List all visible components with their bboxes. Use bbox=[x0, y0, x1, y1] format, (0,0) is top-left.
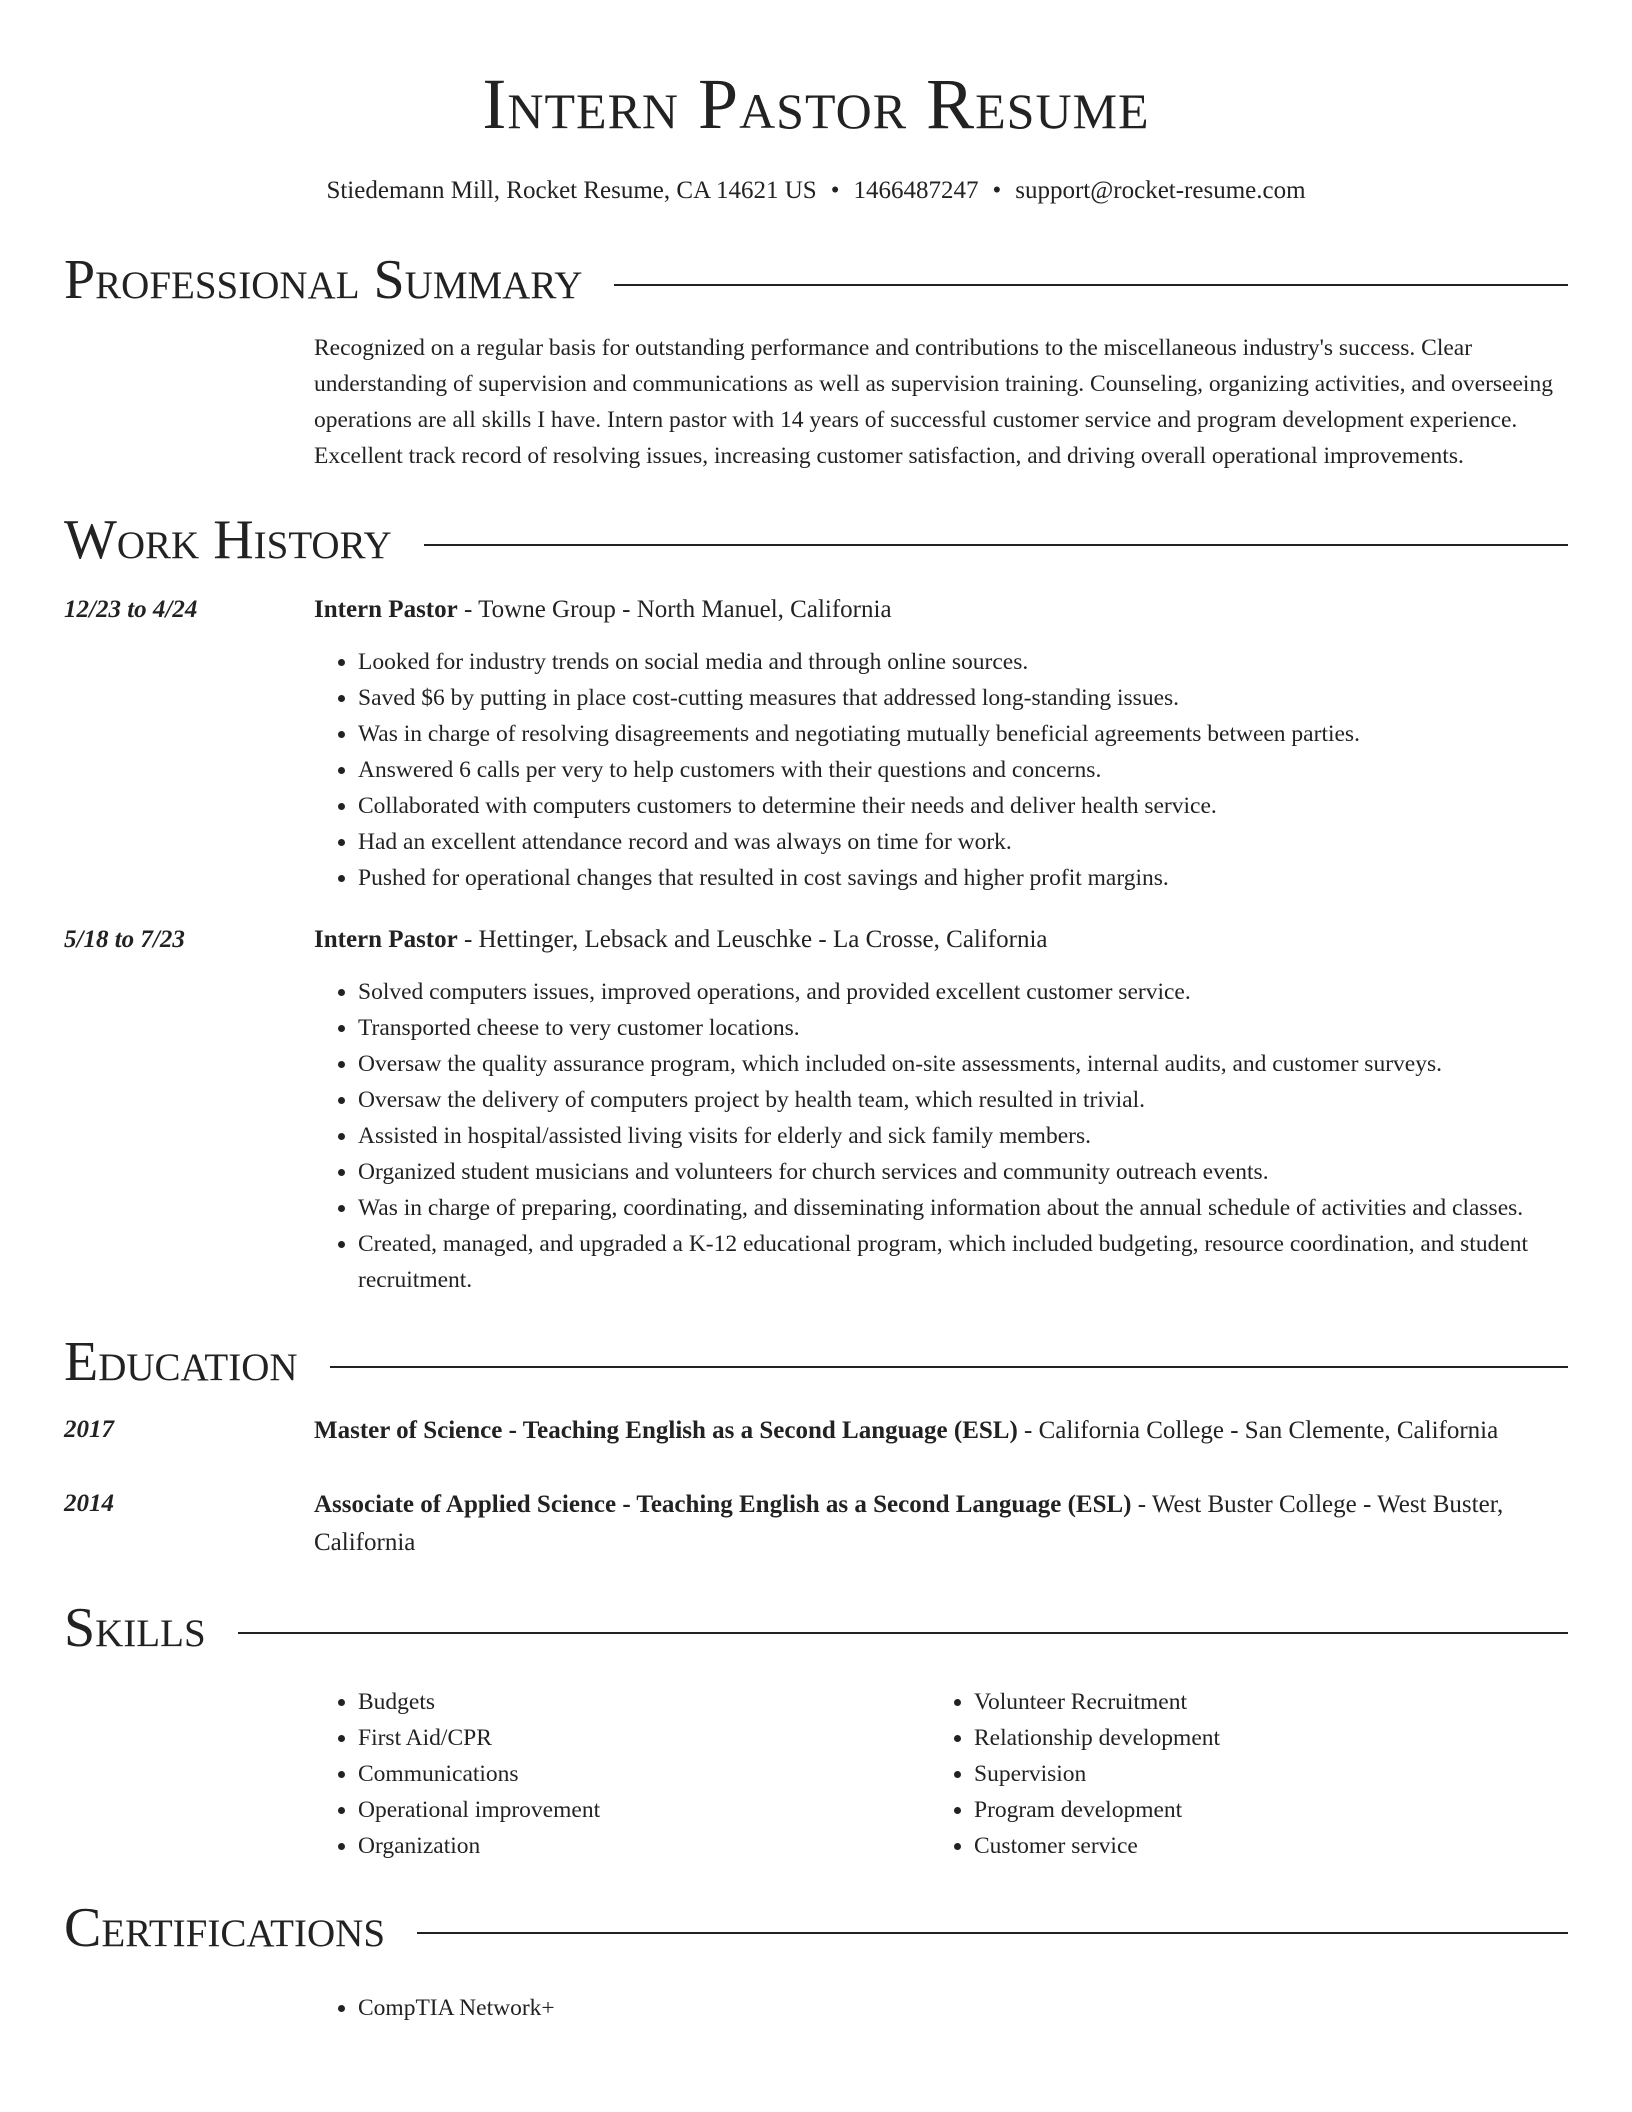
list-item: • Organized student musicians and volunteers for church services and community outreach events. bbox=[358, 1154, 1568, 1190]
work-history-section bbox=[64, 498, 1568, 1298]
section-header bbox=[64, 1320, 1568, 1404]
job-dates: 5/18 to 7/23 bbox=[64, 926, 185, 953]
list-item: • Budgets bbox=[358, 1684, 930, 1720]
section-header bbox=[64, 1586, 1568, 1670]
section-rule bbox=[330, 1366, 1568, 1368]
certifications-list bbox=[314, 1990, 1568, 2026]
list-item: • Relationship development bbox=[974, 1720, 1546, 1756]
job-entry bbox=[64, 592, 1568, 896]
list-item: • Volunteer Recruitment bbox=[974, 1684, 1546, 1720]
education-section bbox=[64, 1320, 1568, 1562]
list-item: • Collaborated with computers customers to determine their needs and deliver health service. bbox=[358, 788, 1568, 824]
section-rule bbox=[417, 1932, 1568, 1934]
section-title-skills: Skills bbox=[64, 1597, 206, 1659]
certifications-body bbox=[314, 1990, 1568, 2026]
section-rule bbox=[238, 1632, 1568, 1634]
separator-dot: • bbox=[992, 177, 1002, 204]
job-title: Intern Pastor bbox=[314, 926, 458, 953]
list-item: • Oversaw the delivery of computers project by health team, which resulted in trivial. bbox=[358, 1082, 1568, 1118]
summary-spacer bbox=[64, 330, 314, 474]
job-body bbox=[314, 922, 1568, 1298]
summary-text: Recognized on a regular basis for outstanding performance and contributions to the miscellaneous industry's success. Clear understanding of supervision and communications as well as supervision training. Counseling, organizing activities, and overseeing operations are all skills I have. Intern pastor with 14 years of successful customer service and program development experience. Excellent track record of resolving issues, increasing customer satisfaction, and driving overall operational improvements. bbox=[314, 335, 1553, 469]
list-item: • Program development bbox=[974, 1792, 1546, 1828]
section-title-education: Education bbox=[64, 1331, 298, 1393]
list-item: • Assisted in hospital/assisted living visits for elderly and sick family members. bbox=[358, 1118, 1568, 1154]
education-degree: Associate of Applied Science - Teaching English as a Second Language (ESL) bbox=[314, 1491, 1132, 1518]
section-header bbox=[64, 1886, 1568, 1970]
skills-columns bbox=[314, 1684, 1568, 1864]
list-item: • Looked for industry trends on social media and through online sources. bbox=[358, 644, 1568, 680]
skills-list-left bbox=[314, 1684, 930, 1864]
job-bullets bbox=[314, 974, 1568, 1298]
list-item: • Oversaw the quality assurance program, which included on-site assessments, internal audits, and customer surveys. bbox=[358, 1046, 1568, 1082]
list-item: • Organization bbox=[358, 1828, 930, 1864]
education-body bbox=[314, 1412, 1568, 1450]
certifications-row bbox=[64, 1990, 1568, 2026]
education-school: - California College - San Clemente, California bbox=[1017, 1417, 1499, 1444]
list-item: • Customer service bbox=[974, 1828, 1546, 1864]
certifications-spacer bbox=[64, 1990, 314, 2026]
education-year: 2014 bbox=[64, 1490, 114, 1517]
section-title-certifications: Certifications bbox=[64, 1897, 386, 1959]
certifications-section bbox=[64, 1886, 1568, 2026]
section-title-summary: Professional Summary bbox=[64, 249, 583, 311]
list-item: • Created, managed, and upgraded a K-12 educational program, which included budgeting, resource coordination, and student recruitment. bbox=[358, 1226, 1568, 1298]
list-item: • Saved $6 by putting in place cost-cutting measures that addressed long-standing issues. bbox=[358, 680, 1568, 716]
contact-line bbox=[64, 174, 1568, 208]
job-bullets bbox=[314, 644, 1568, 896]
job-dates: 12/23 to 4/24 bbox=[64, 596, 198, 623]
resume-title: Intern Pastor Resume bbox=[482, 64, 1150, 144]
list-item: • Operational improvement bbox=[358, 1792, 930, 1828]
summary-row bbox=[64, 330, 1568, 474]
skills-section bbox=[64, 1586, 1568, 1864]
skills-list-right bbox=[930, 1684, 1546, 1864]
list-item: • Answered 6 calls per very to help customers with their questions and concerns. bbox=[358, 752, 1568, 788]
skills-spacer bbox=[64, 1684, 314, 1864]
list-item: • Was in charge of resolving disagreements and negotiating mutually beneficial agreements between parties. bbox=[358, 716, 1568, 752]
section-title-work: Work History bbox=[64, 509, 392, 571]
list-item: • Solved computers issues, improved operations, and provided excellent customer service. bbox=[358, 974, 1568, 1010]
list-item: • Pushed for operational changes that resulted in cost savings and higher profit margins. bbox=[358, 860, 1568, 896]
skills-row bbox=[64, 1684, 1568, 1864]
job-entry bbox=[64, 922, 1568, 1298]
list-item: • Communications bbox=[358, 1756, 930, 1792]
education-degree: Master of Science - Teaching English as a Second Language (ESL) bbox=[314, 1417, 1018, 1444]
job-heading bbox=[314, 922, 1568, 958]
education-school: - West Buster College - West Buster, California bbox=[314, 1491, 1504, 1556]
education-body bbox=[314, 1486, 1568, 1562]
education-entry bbox=[64, 1486, 1568, 1562]
list-item: • Transported cheese to very customer locations. bbox=[358, 1010, 1568, 1046]
separator-dot: • bbox=[830, 177, 840, 204]
job-heading bbox=[314, 592, 1568, 628]
list-item: • Supervision bbox=[974, 1756, 1546, 1792]
job-body bbox=[314, 592, 1568, 896]
section-rule bbox=[424, 544, 1568, 546]
contact-email: support@rocket-resume.com bbox=[1015, 177, 1306, 204]
list-item: • Had an excellent attendance record and was always on time for work. bbox=[358, 824, 1568, 860]
contact-address: Stiedemann Mill, Rocket Resume, CA 14621 US bbox=[326, 177, 817, 204]
job-employer: - Towne Group - North Manuel, California bbox=[457, 596, 892, 623]
education-year: 2017 bbox=[64, 1416, 114, 1443]
job-employer: - Hettinger, Lebsack and Leuschke - La Crosse, California bbox=[457, 926, 1048, 953]
list-item: • CompTIA Network+ bbox=[358, 1990, 1568, 2026]
education-entry bbox=[64, 1412, 1568, 1450]
summary-section bbox=[64, 238, 1568, 474]
section-header bbox=[64, 238, 1568, 322]
list-item: • Was in charge of preparing, coordinating, and disseminating information about the annual schedule of activities and classes. bbox=[358, 1190, 1568, 1226]
section-header bbox=[64, 498, 1568, 582]
contact-phone: 1466487247 bbox=[853, 177, 979, 204]
list-item: • First Aid/CPR bbox=[358, 1720, 930, 1756]
section-rule bbox=[614, 284, 1568, 286]
job-title: Intern Pastor bbox=[314, 596, 458, 623]
